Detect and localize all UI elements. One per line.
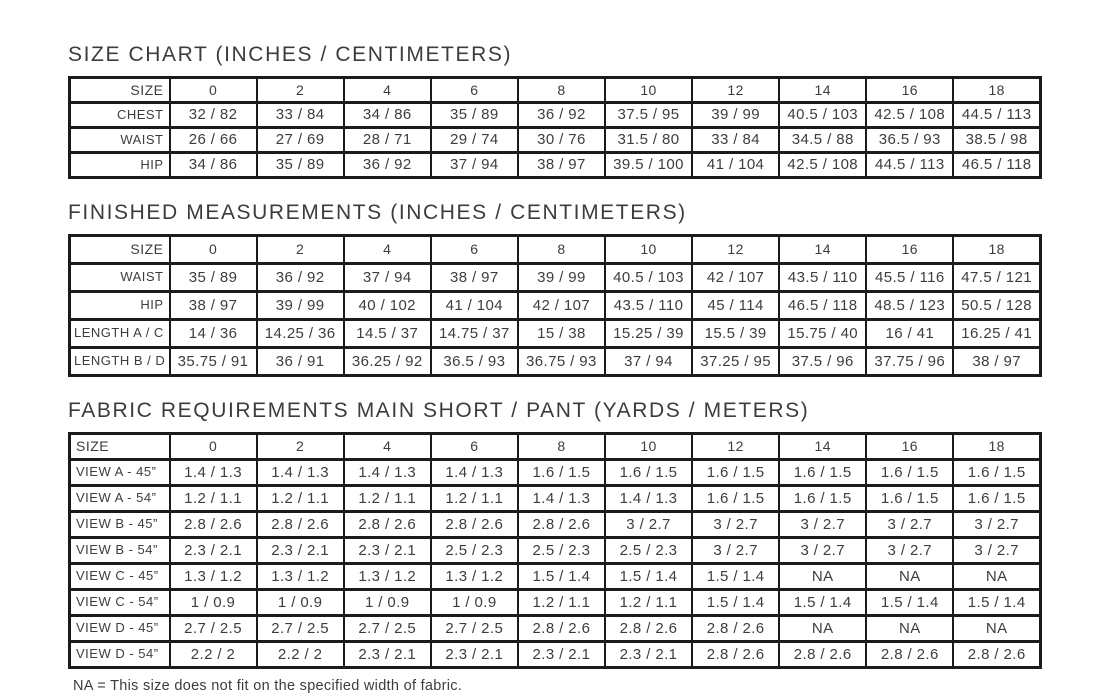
- size-header-cell: 6: [431, 434, 518, 460]
- value-cell: NA: [779, 564, 866, 590]
- value-cell: 2.7 / 2.5: [257, 616, 344, 642]
- row-label-cell: WAIST: [70, 128, 170, 153]
- size-header-cell: 16: [866, 78, 953, 103]
- value-cell: 27 / 69: [257, 128, 344, 153]
- size-header-cell: 2: [257, 434, 344, 460]
- value-cell: 36 / 91: [257, 348, 344, 376]
- value-cell: 39 / 99: [692, 103, 779, 128]
- row-label-cell: VIEW C - 54”: [70, 590, 170, 616]
- size-header-cell: 4: [344, 236, 431, 264]
- row-label-cell: VIEW D - 54”: [70, 642, 170, 668]
- row-label-cell: HIP: [70, 292, 170, 320]
- value-cell: 3 / 2.7: [779, 538, 866, 564]
- value-cell: 2.8 / 2.6: [518, 616, 605, 642]
- value-cell: 37 / 94: [344, 264, 431, 292]
- size-chart-title: SIZE CHART (INCHES / CENTIMETERS): [68, 43, 513, 66]
- size-header-cell: 0: [170, 236, 257, 264]
- value-cell: 38 / 97: [518, 153, 605, 178]
- size-header-cell: 14: [779, 434, 866, 460]
- value-cell: 42 / 107: [692, 264, 779, 292]
- value-cell: 2.8 / 2.6: [257, 512, 344, 538]
- row-label-cell: VIEW B - 54”: [70, 538, 170, 564]
- value-cell: 2.8 / 2.6: [431, 512, 518, 538]
- value-cell: 1.5 / 1.4: [518, 564, 605, 590]
- measurement-row: [70, 264, 1041, 292]
- value-cell: 36 / 92: [257, 264, 344, 292]
- value-cell: 47.5 / 121: [953, 264, 1040, 292]
- value-cell: 1.6 / 1.5: [953, 460, 1040, 486]
- value-cell: 2.7 / 2.5: [344, 616, 431, 642]
- size-header-cell: 18: [953, 78, 1040, 103]
- size-header-cell: 18: [953, 434, 1040, 460]
- value-cell: 31.5 / 80: [605, 128, 692, 153]
- value-cell: 38.5 / 98: [953, 128, 1040, 153]
- value-cell: 1.5 / 1.4: [866, 590, 953, 616]
- value-cell: 1 / 0.9: [344, 590, 431, 616]
- value-cell: 36.5 / 93: [431, 348, 518, 376]
- value-cell: 1.6 / 1.5: [518, 460, 605, 486]
- row-label-cell: HIP: [70, 153, 170, 178]
- measurement-row: [70, 153, 1041, 178]
- size-header-row: [70, 236, 1041, 264]
- value-cell: 3 / 2.7: [866, 512, 953, 538]
- value-cell: 34 / 86: [170, 153, 257, 178]
- value-cell: 1.4 / 1.3: [605, 486, 692, 512]
- value-cell: 2.8 / 2.6: [518, 512, 605, 538]
- value-cell: 2.5 / 2.3: [605, 538, 692, 564]
- value-cell: 39 / 99: [518, 264, 605, 292]
- value-cell: 37.75 / 96: [866, 348, 953, 376]
- measurement-row: [70, 590, 1041, 616]
- measurement-row: [70, 642, 1041, 668]
- value-cell: 30 / 76: [518, 128, 605, 153]
- value-cell: 44.5 / 113: [866, 153, 953, 178]
- value-cell: 14 / 36: [170, 320, 257, 348]
- value-cell: 37.25 / 95: [692, 348, 779, 376]
- value-cell: 33 / 84: [257, 103, 344, 128]
- value-cell: 35 / 89: [257, 153, 344, 178]
- value-cell: 15.5 / 39: [692, 320, 779, 348]
- value-cell: 26 / 66: [170, 128, 257, 153]
- size-header-cell: 14: [779, 236, 866, 264]
- size-header-cell: 6: [431, 78, 518, 103]
- size-header-cell: 12: [692, 78, 779, 103]
- size-header-cell: 6: [431, 236, 518, 264]
- value-cell: 2.3 / 2.1: [344, 538, 431, 564]
- value-cell: 28 / 71: [344, 128, 431, 153]
- size-header-cell: 8: [518, 236, 605, 264]
- value-cell: 34 / 86: [344, 103, 431, 128]
- finished-measurements-table: [68, 234, 1042, 377]
- size-header-cell: 8: [518, 434, 605, 460]
- value-cell: 40 / 102: [344, 292, 431, 320]
- size-header-cell: 18: [953, 236, 1040, 264]
- value-cell: 3 / 2.7: [605, 512, 692, 538]
- size-header-cell: 10: [605, 236, 692, 264]
- value-cell: 48.5 / 123: [866, 292, 953, 320]
- value-cell: 1.5 / 1.4: [605, 564, 692, 590]
- size-header-cell: 16: [866, 434, 953, 460]
- value-cell: 45.5 / 116: [866, 264, 953, 292]
- row-label-cell: VIEW B - 45”: [70, 512, 170, 538]
- finished-measurements-section: [68, 202, 1042, 377]
- measurement-row: [70, 616, 1041, 642]
- corner-label-cell: SIZE: [70, 434, 170, 460]
- row-label-cell: LENGTH A / C: [70, 320, 170, 348]
- measurement-row: [70, 486, 1041, 512]
- value-cell: 37.5 / 95: [605, 103, 692, 128]
- value-cell: 34.5 / 88: [779, 128, 866, 153]
- value-cell: 2.8 / 2.6: [170, 512, 257, 538]
- value-cell: 14.25 / 36: [257, 320, 344, 348]
- size-header-cell: 4: [344, 78, 431, 103]
- value-cell: 16.25 / 41: [953, 320, 1040, 348]
- row-label-cell: VIEW C - 45”: [70, 564, 170, 590]
- value-cell: 40.5 / 103: [779, 103, 866, 128]
- value-cell: 1.4 / 1.3: [170, 460, 257, 486]
- value-cell: 1.5 / 1.4: [953, 590, 1040, 616]
- value-cell: 1.6 / 1.5: [692, 486, 779, 512]
- value-cell: 2.3 / 2.1: [170, 538, 257, 564]
- value-cell: 1.4 / 1.3: [518, 486, 605, 512]
- value-cell: 36.75 / 93: [518, 348, 605, 376]
- size-header-row: [70, 434, 1041, 460]
- value-cell: 1.6 / 1.5: [779, 460, 866, 486]
- value-cell: 1.3 / 1.2: [344, 564, 431, 590]
- size-header-cell: 4: [344, 434, 431, 460]
- value-cell: 41 / 104: [692, 153, 779, 178]
- measurement-row: [70, 348, 1041, 376]
- value-cell: 39.5 / 100: [605, 153, 692, 178]
- value-cell: 42 / 107: [518, 292, 605, 320]
- row-label-cell: VIEW D - 45”: [70, 616, 170, 642]
- value-cell: 2.8 / 2.6: [605, 616, 692, 642]
- value-cell: 2.8 / 2.6: [779, 642, 866, 668]
- fabric-requirements-title: FABRIC REQUIREMENTS MAIN SHORT / PANT (YARDS / METERS): [68, 399, 810, 422]
- value-cell: 15 / 38: [518, 320, 605, 348]
- value-cell: 3 / 2.7: [692, 538, 779, 564]
- size-header-cell: 2: [257, 236, 344, 264]
- value-cell: 36 / 92: [518, 103, 605, 128]
- value-cell: 42.5 / 108: [866, 103, 953, 128]
- size-header-cell: 2: [257, 78, 344, 103]
- value-cell: 39 / 99: [257, 292, 344, 320]
- value-cell: 43.5 / 110: [605, 292, 692, 320]
- value-cell: 2.8 / 2.6: [692, 642, 779, 668]
- size-chart-section: [68, 44, 1042, 179]
- value-cell: 1.6 / 1.5: [866, 486, 953, 512]
- value-cell: 1.3 / 1.2: [257, 564, 344, 590]
- value-cell: 38 / 97: [431, 264, 518, 292]
- corner-label-cell: SIZE: [70, 78, 170, 103]
- measurement-row: [70, 512, 1041, 538]
- value-cell: 1.6 / 1.5: [692, 460, 779, 486]
- size-header-cell: 0: [170, 78, 257, 103]
- value-cell: 1.2 / 1.1: [344, 486, 431, 512]
- value-cell: 2.3 / 2.1: [431, 642, 518, 668]
- value-cell: 29 / 74: [431, 128, 518, 153]
- row-label-cell: VIEW A - 54”: [70, 486, 170, 512]
- value-cell: 43.5 / 110: [779, 264, 866, 292]
- value-cell: 1.2 / 1.1: [170, 486, 257, 512]
- value-cell: 37 / 94: [605, 348, 692, 376]
- size-header-cell: 16: [866, 236, 953, 264]
- value-cell: 36 / 92: [344, 153, 431, 178]
- value-cell: 1.4 / 1.3: [257, 460, 344, 486]
- measurement-row: [70, 128, 1041, 153]
- size-header-cell: 0: [170, 434, 257, 460]
- value-cell: 50.5 / 128: [953, 292, 1040, 320]
- measurement-row: [70, 103, 1041, 128]
- value-cell: NA: [779, 616, 866, 642]
- value-cell: 1.6 / 1.5: [953, 486, 1040, 512]
- size-header-cell: 12: [692, 434, 779, 460]
- value-cell: 1 / 0.9: [431, 590, 518, 616]
- value-cell: 1.3 / 1.2: [431, 564, 518, 590]
- value-cell: 2.8 / 2.6: [344, 512, 431, 538]
- value-cell: 15.75 / 40: [779, 320, 866, 348]
- value-cell: 1.5 / 1.4: [692, 590, 779, 616]
- measurement-row: [70, 564, 1041, 590]
- row-label-cell: CHEST: [70, 103, 170, 128]
- value-cell: 42.5 / 108: [779, 153, 866, 178]
- value-cell: 1.6 / 1.5: [605, 460, 692, 486]
- measurement-row: [70, 538, 1041, 564]
- value-cell: 1.2 / 1.1: [257, 486, 344, 512]
- measurement-row: [70, 460, 1041, 486]
- value-cell: 1.2 / 1.1: [518, 590, 605, 616]
- value-cell: 2.7 / 2.5: [170, 616, 257, 642]
- value-cell: 3 / 2.7: [953, 538, 1040, 564]
- value-cell: 32 / 82: [170, 103, 257, 128]
- value-cell: 1.2 / 1.1: [431, 486, 518, 512]
- value-cell: 3 / 2.7: [953, 512, 1040, 538]
- value-cell: 2.8 / 2.6: [692, 616, 779, 642]
- measurement-row: [70, 292, 1041, 320]
- value-cell: 3 / 2.7: [866, 538, 953, 564]
- value-cell: 2.3 / 2.1: [344, 642, 431, 668]
- value-cell: 2.5 / 2.3: [431, 538, 518, 564]
- value-cell: 35.75 / 91: [170, 348, 257, 376]
- value-cell: 2.3 / 2.1: [257, 538, 344, 564]
- value-cell: 2.8 / 2.6: [953, 642, 1040, 668]
- value-cell: 46.5 / 118: [953, 153, 1040, 178]
- value-cell: 1.6 / 1.5: [866, 460, 953, 486]
- size-chart-table: [68, 76, 1042, 179]
- finished-measurements-title: FINISHED MEASUREMENTS (INCHES / CENTIMETERS): [68, 201, 687, 224]
- value-cell: 15.25 / 39: [605, 320, 692, 348]
- value-cell: 35 / 89: [431, 103, 518, 128]
- value-cell: 37 / 94: [431, 153, 518, 178]
- value-cell: 14.75 / 37: [431, 320, 518, 348]
- value-cell: 1.4 / 1.3: [344, 460, 431, 486]
- value-cell: 14.5 / 37: [344, 320, 431, 348]
- value-cell: 2.7 / 2.5: [431, 616, 518, 642]
- value-cell: 1.6 / 1.5: [779, 486, 866, 512]
- value-cell: 36.25 / 92: [344, 348, 431, 376]
- value-cell: 2.2 / 2: [257, 642, 344, 668]
- size-header-cell: 10: [605, 78, 692, 103]
- value-cell: 1 / 0.9: [257, 590, 344, 616]
- value-cell: 1 / 0.9: [170, 590, 257, 616]
- value-cell: NA: [866, 564, 953, 590]
- fabric-requirements-section: [68, 400, 1042, 669]
- value-cell: 16 / 41: [866, 320, 953, 348]
- value-cell: 2.5 / 2.3: [518, 538, 605, 564]
- corner-label-cell: SIZE: [70, 236, 170, 264]
- value-cell: 44.5 / 113: [953, 103, 1040, 128]
- value-cell: 2.8 / 2.6: [866, 642, 953, 668]
- measurement-row: [70, 320, 1041, 348]
- value-cell: 2.3 / 2.1: [518, 642, 605, 668]
- value-cell: NA: [953, 616, 1040, 642]
- value-cell: 45 / 114: [692, 292, 779, 320]
- na-footnote: NA = This size does not fit on the specified width of fabric.: [73, 678, 463, 694]
- row-label-cell: LENGTH B / D: [70, 348, 170, 376]
- value-cell: 35 / 89: [170, 264, 257, 292]
- value-cell: 2.2 / 2: [170, 642, 257, 668]
- size-header-row: [70, 78, 1041, 103]
- value-cell: 41 / 104: [431, 292, 518, 320]
- value-cell: 33 / 84: [692, 128, 779, 153]
- value-cell: NA: [953, 564, 1040, 590]
- value-cell: 1.2 / 1.1: [605, 590, 692, 616]
- value-cell: 40.5 / 103: [605, 264, 692, 292]
- value-cell: 46.5 / 118: [779, 292, 866, 320]
- value-cell: 38 / 97: [170, 292, 257, 320]
- value-cell: 2.3 / 2.1: [605, 642, 692, 668]
- value-cell: 36.5 / 93: [866, 128, 953, 153]
- value-cell: 1.5 / 1.4: [779, 590, 866, 616]
- value-cell: NA: [866, 616, 953, 642]
- size-header-cell: 12: [692, 236, 779, 264]
- value-cell: 3 / 2.7: [779, 512, 866, 538]
- value-cell: 38 / 97: [953, 348, 1040, 376]
- fabric-requirements-table: [68, 432, 1042, 669]
- value-cell: 1.4 / 1.3: [431, 460, 518, 486]
- value-cell: 37.5 / 96: [779, 348, 866, 376]
- value-cell: 1.3 / 1.2: [170, 564, 257, 590]
- size-header-cell: 14: [779, 78, 866, 103]
- size-header-cell: 8: [518, 78, 605, 103]
- value-cell: 3 / 2.7: [692, 512, 779, 538]
- row-label-cell: WAIST: [70, 264, 170, 292]
- row-label-cell: VIEW A - 45”: [70, 460, 170, 486]
- size-header-cell: 10: [605, 434, 692, 460]
- value-cell: 1.5 / 1.4: [692, 564, 779, 590]
